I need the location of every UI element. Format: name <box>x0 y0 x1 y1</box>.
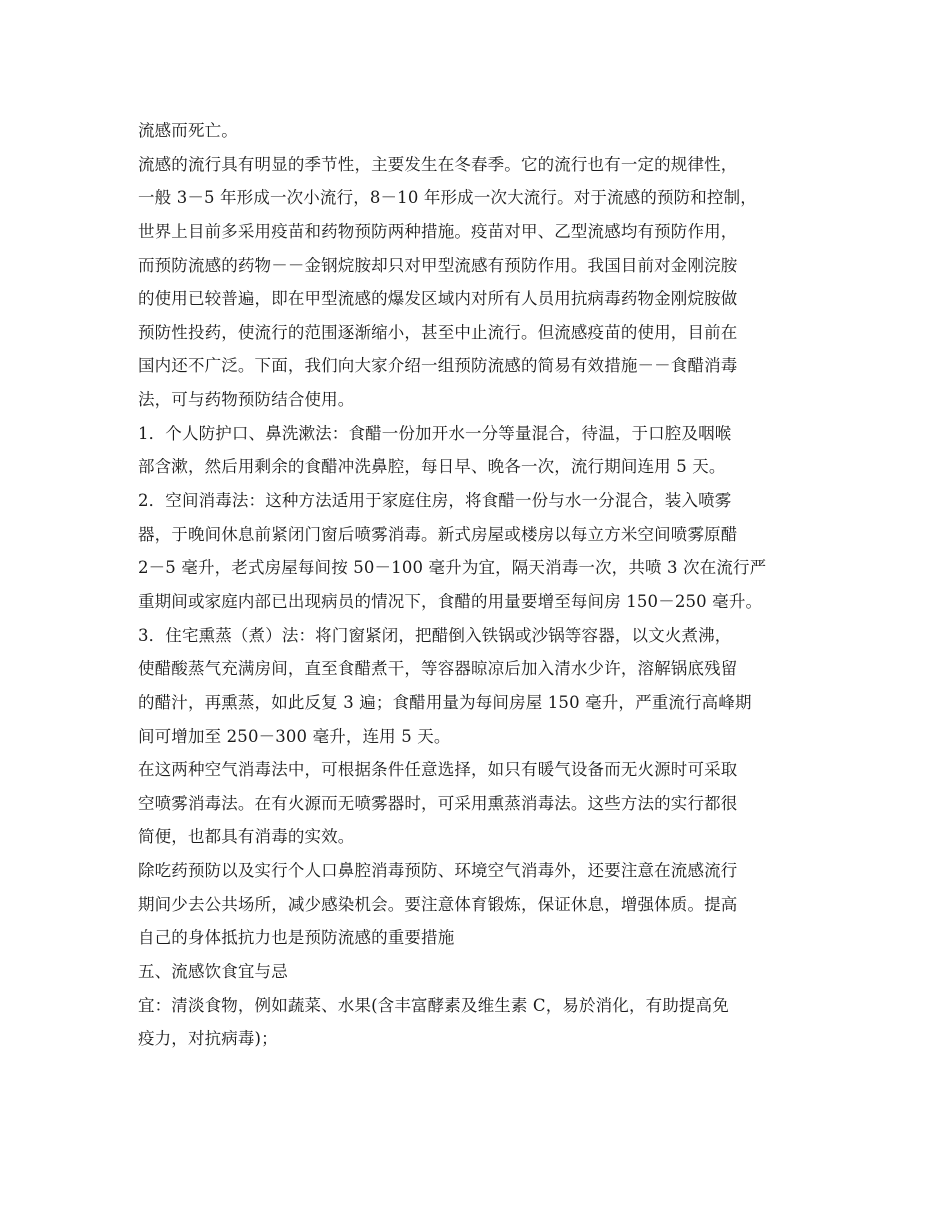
text-line: 流感而死亡。 <box>138 121 238 140</box>
text-line: 简便，也都具有消毒的实效。 <box>138 827 355 847</box>
text-line: 自己的身体抵抗力也是预防流感的重要措施 <box>138 928 455 948</box>
text-line: 而预防流感的药物－－金钢烷胺却只对甲型流感有预防作用。我国目前对金刚浣胺 <box>138 255 738 275</box>
text-line: 器，于晚间休息前紧闭门窗后喷雾消毒。新式房屋或楼房以每立方米空间喷雾原醋 <box>138 524 738 544</box>
text-line: 的使用已较普遍，即在甲型流感的爆发区域内对所有人员用抗病毒药物金刚烷胺做 <box>138 289 738 309</box>
text-line: 1．个人防护口、鼻洗漱法：食醋一份加开水一分等量混合，待温，于口腔及咽喉 <box>138 423 732 443</box>
text-line: 2．空间消毒法：这种方法适用于家庭住房，将食醋一份与水一分混合，装入喷雾 <box>138 491 732 511</box>
text-line: 宜：清淡食物，例如蔬菜、水果(含丰富酵素及维生素 C，易於消化，有助提高免 <box>138 995 729 1015</box>
text-line: 间可增加至 250－300 毫升，连用 5 天。 <box>138 726 451 746</box>
text-line: 国内还不广泛。下面，我们向大家介绍一组预防流感的简易有效措施－－食醋消毒 <box>138 356 738 376</box>
text-line: 除吃药预防以及实行个人口鼻腔消毒预防、环境空气消毒外，还要注意在流感流行 <box>138 861 738 881</box>
text-line: 部含漱，然后用剩余的食醋冲洗鼻腔，每日早、晚各一次，流行期间连用 5 天。 <box>138 457 726 477</box>
text-line: 一般 3－5 年形成一次小流行，8－10 年形成一次大流行。对于流感的预防和控制， <box>138 188 757 208</box>
text-line: 流感的流行具有明显的季节性，主要发生在冬春季。它的流行也有一定的规律性， <box>138 154 738 174</box>
text-line: 重期间或家庭内部已出现病员的情况下，食醋的用量要增至每间房 150－250 毫升。 <box>138 591 763 611</box>
text-line: 空喷雾消毒法。在有火源而无喷雾器时，可采用熏蒸消毒法。这些方法的实行都很 <box>138 793 738 813</box>
text-line: 世界上目前多采用疫苗和药物预防两种措施。疫苗对甲、乙型流感均有预防作用， <box>138 221 738 241</box>
text-line: 使醋酸蒸气充满房间，直至食醋煮干，等容器晾凉后加入清水少许，溶解锅底残留 <box>138 659 738 679</box>
text-line: 疫力，对抗病毒)； <box>138 1029 278 1049</box>
document-body <box>138 114 828 1056</box>
text-line: 在这两种空气消毒法中，可根据条件任意选择，如只有暖气设备而无火源时可采取 <box>138 760 738 780</box>
text-line: 法，可与药物预防结合使用。 <box>138 390 355 410</box>
text-line: 的醋汁，再熏蒸，如此反复 3 遍；食醋用量为每间房屋 150 毫升，严重流行高峰期 <box>138 692 752 712</box>
text-line: 预防性投药，使流行的范围逐渐缩小，甚至中止流行。但流感疫苗的使用，目前在 <box>138 322 738 342</box>
text-line: 3．住宅熏蒸（煮）法：将门窗紧闭，把醋倒入铁锅或沙锅等容器，以文火煮沸， <box>138 625 732 645</box>
text-line: 2－5 毫升，老式房屋每间按 50－100 毫升为宜，隔天消毒一次，共喷 3 次在流行严 <box>138 558 767 578</box>
text-line: 期间少去公共场所，减少感染机会。要注意体育锻炼，保证休息，增强体质。提高 <box>138 894 738 914</box>
section-heading: 五、流感饮食宜与忌 <box>138 962 288 982</box>
